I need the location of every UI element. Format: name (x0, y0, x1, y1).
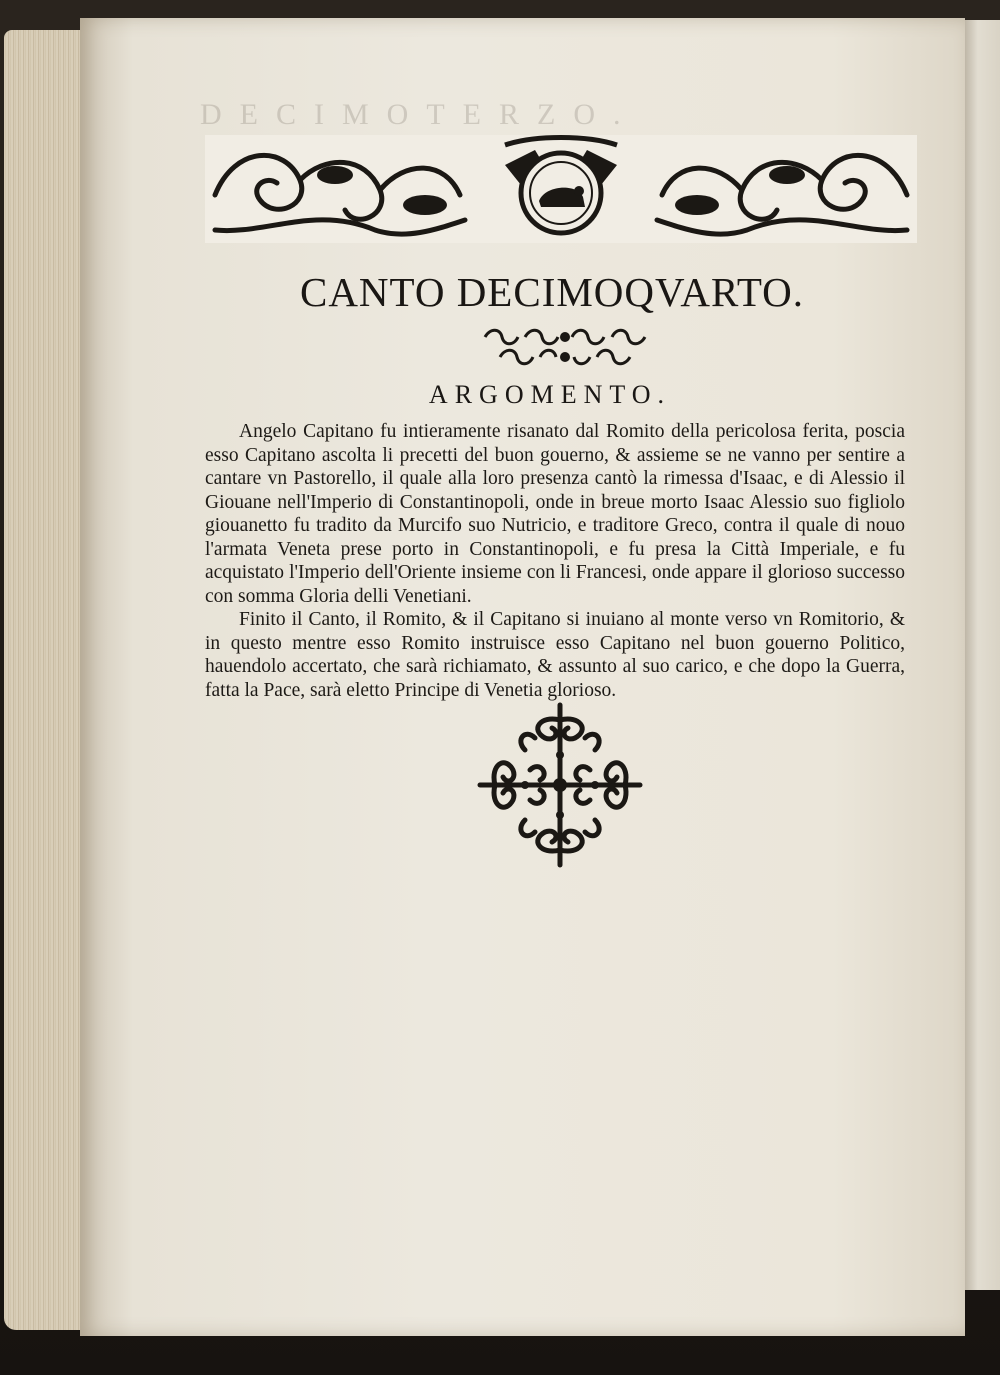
canto-title: CANTO DECIMOQVARTO. (299, 269, 805, 315)
tailpiece-ornament-icon (470, 700, 650, 870)
fleuron-icon (480, 326, 650, 348)
argomento-heading: ARGOMENTO. (428, 380, 672, 409)
page-edges (4, 30, 82, 1330)
paragraph: Finito il Canto, il Romito, & il Capitano si inuiano al monte verso vn Romitorio, & in questo mentre esso Romito instruisce esso Capitano nel buon gouerno Politico, hauendolo accertato, che sarà richiamato, & assunto al suo carico, e che dopo la Guerra, fatta la Pace, sarà eletto Principe di Venetia glorioso. (205, 609, 905, 701)
paragraph: Angelo Capitano fu intieramente risanato dal Romito della pericolosa ferita, poscia esso Capitano ascolta li precetti del buon gouerno, & assieme se ne vanno per sentire a cantare vn Pastorello, il quale alla loro presenza cantò la rimessa d'Isaac, e di Alessio il Giouane nell'Imperio di Constantinopoli, onde in breue morto Isaac Alessio suo figliolo giouanetto fu tradito da Murcifo suo Nutricio, e traditore Greco, contra il quale di nouo l'armata Veneta prese porto in Constantinopoli, e fu presa la Città Imperiale, e fu acquistato l'Imperio dell'Oriente insieme con li Francesi, onde appare il glorioso successo con somma Gloria delli Venetiani. (205, 421, 905, 607)
running-head: DECIMOTERZO. (200, 98, 639, 131)
ornamental-headpiece-icon (205, 135, 917, 243)
argument-text (205, 420, 905, 702)
fleuron-icon (480, 346, 650, 368)
facing-page-edge (963, 20, 1000, 1290)
